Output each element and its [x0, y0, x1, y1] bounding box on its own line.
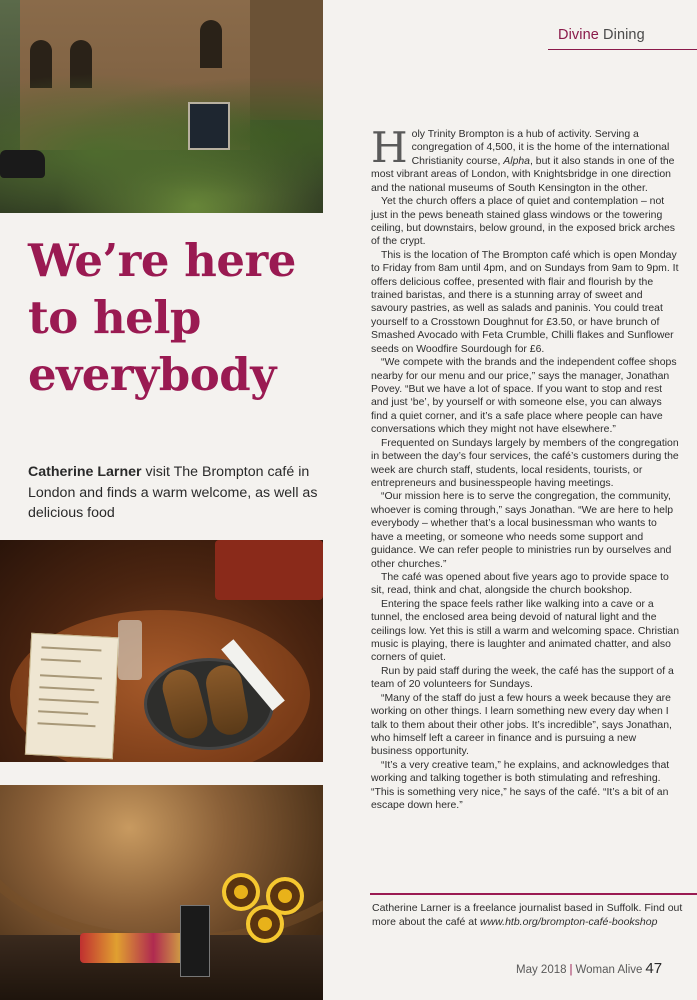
p1-start: oly Trinity Brompton is a hub of activity. Serving a congregation of 4,500, it is the home of the international Christianity course,: [411, 129, 670, 167]
p1-end: , but it also stands in one of the most vibrant areas of London, with Knightsbridge in one direction and the national museums of South Kensington in the other.: [371, 155, 675, 194]
p1-italic: Alpha: [503, 155, 530, 167]
church-exterior-photo: [0, 0, 323, 213]
article-paragraph: “We compete with the brands and the independent coffee shops nearby for our menu and our price,” says the manager, Jonathan Povey. “But we have a lot of space. If you want to stop and rest and just ‘be’, by yourself or with someone else, you can always find a quiet corner, and it’s a safe place where people can have conversations which they might not have elsewhere.”: [371, 357, 677, 436]
bio-rule: [370, 893, 697, 895]
article-paragraph: “It’s a very creative team,” he explains, and acknowledges that working and talking together is both stimulating and refreshing. “This is something very nice,” he says of the café. “It’s a bit of an escape down here.”: [371, 759, 670, 812]
article-paragraph: Yet the church offers a place of quiet and contemplation – not just in the pews beneath stained glass windows or the towering ceiling, but downstairs, below ground, in the exposed brick arches of the crypt.: [371, 196, 676, 248]
section-label-part2: Dining: [603, 27, 645, 43]
section-label: [558, 27, 645, 43]
author-bio: [372, 901, 692, 929]
headline-line-1: We’re here: [28, 234, 296, 287]
section-label-part1: Divine: [558, 27, 599, 43]
sunflower: [246, 905, 284, 943]
standfirst: [28, 462, 323, 524]
menu-line: [40, 674, 102, 679]
page-number: 47: [645, 960, 663, 977]
article-paragraph-1: [371, 123, 680, 195]
publication-name: Woman Alive: [575, 964, 643, 976]
standfirst-author: Catherine Larner: [28, 464, 142, 480]
red-chair: [215, 540, 323, 600]
headline: [28, 232, 328, 403]
menu-line: [38, 710, 88, 715]
headline-line-3: everybody: [28, 348, 276, 401]
menu-line: [37, 722, 95, 727]
chalk-sign: [180, 905, 210, 977]
menu-card: [25, 633, 119, 759]
parked-car: [0, 150, 45, 178]
food-table-photo: [0, 540, 323, 762]
article-paragraph: Frequented on Sundays largely by members of the congregation in between the day’s four services, the café’s customers during the week are church staff, students, local residents, tourists, or entrepreneurs and businesspeople having meetings.: [371, 437, 679, 489]
avocado-toast: [159, 666, 212, 743]
sunflower: [222, 873, 260, 911]
menu-line: [39, 698, 99, 703]
article-body: [371, 123, 680, 813]
drop-cap: H: [371, 123, 408, 172]
menu-line: [41, 646, 101, 651]
author-bio-text: Catherine Larner is a freelance journalist based in Suffolk. Find out more about the café at: [372, 902, 683, 928]
article-paragraph: Run by paid staff during the week, the café has the support of a team of 20 volunteers for Sundays.: [371, 665, 674, 691]
section-rule: [548, 49, 697, 50]
snacks-display: [80, 933, 190, 963]
standfirst-text: visit The Brompton café in London and finds a warm welcome, as well as delicious food: [28, 464, 318, 521]
trees: [0, 60, 323, 213]
article-paragraph: The café was opened about five years ago to provide space to sit, read, think and chat, alongside the church bookshop.: [371, 571, 669, 597]
church-sign: [188, 102, 230, 150]
menu-line: [39, 686, 94, 691]
menu-line: [41, 658, 81, 662]
article-paragraph: “Many of the staff do just a few hours a week because they are working on other things. I learn something new every day when I talk to them about their other jobs. It’s incredible”, says Jonathan, who himself left a career in finance and is pursuing a new business opportunity.: [371, 692, 672, 758]
crypt-cafe-photo: [0, 785, 323, 1000]
cafe-link[interactable]: www.htb.org/brompton-café-bookshop: [480, 916, 658, 928]
issue-date: May 2018: [516, 964, 567, 976]
article-paragraph: Entering the space feels rather like walking into a cave or a tunnel, the enclosed area being devoid of natural light and the ceilings low. Yet this is still a warm and welcoming space. Christian music is playing, there is laughter and animated chatter, and also corners of quiet.: [371, 598, 680, 664]
article-paragraph: “Our mission here is to serve the congregation, the community, whoever is coming through,” says Jonathan. “We are here to help everybody – whether that’s a local businessman who wants to have a meeting, or someone who needs some support and guidance. We can refer people to ministries run by ourselves and other churches.”: [371, 491, 674, 570]
page-folio: [516, 960, 662, 977]
article-paragraph: This is the location of The Brompton café which is open Monday to Friday from 8am until 4pm, and on Sundays from 9am to 9pm. It offers delicious coffee, presented with flair and flourish by the trained baristas, and there is a stunning array of sweet and savoury pastries, as well as salads and paninis. You could treat yourself to a Crosstown Doughnut for £3.50, or have brunch of Smashed Avocado with Feta Crumble, Chilli flakes and Sunflower seeds on Woodfire Sourdough for £6.: [371, 249, 679, 355]
headline-line-2: to help: [28, 291, 201, 344]
folio-separator: |: [569, 964, 573, 976]
flower-vase: [118, 620, 142, 680]
